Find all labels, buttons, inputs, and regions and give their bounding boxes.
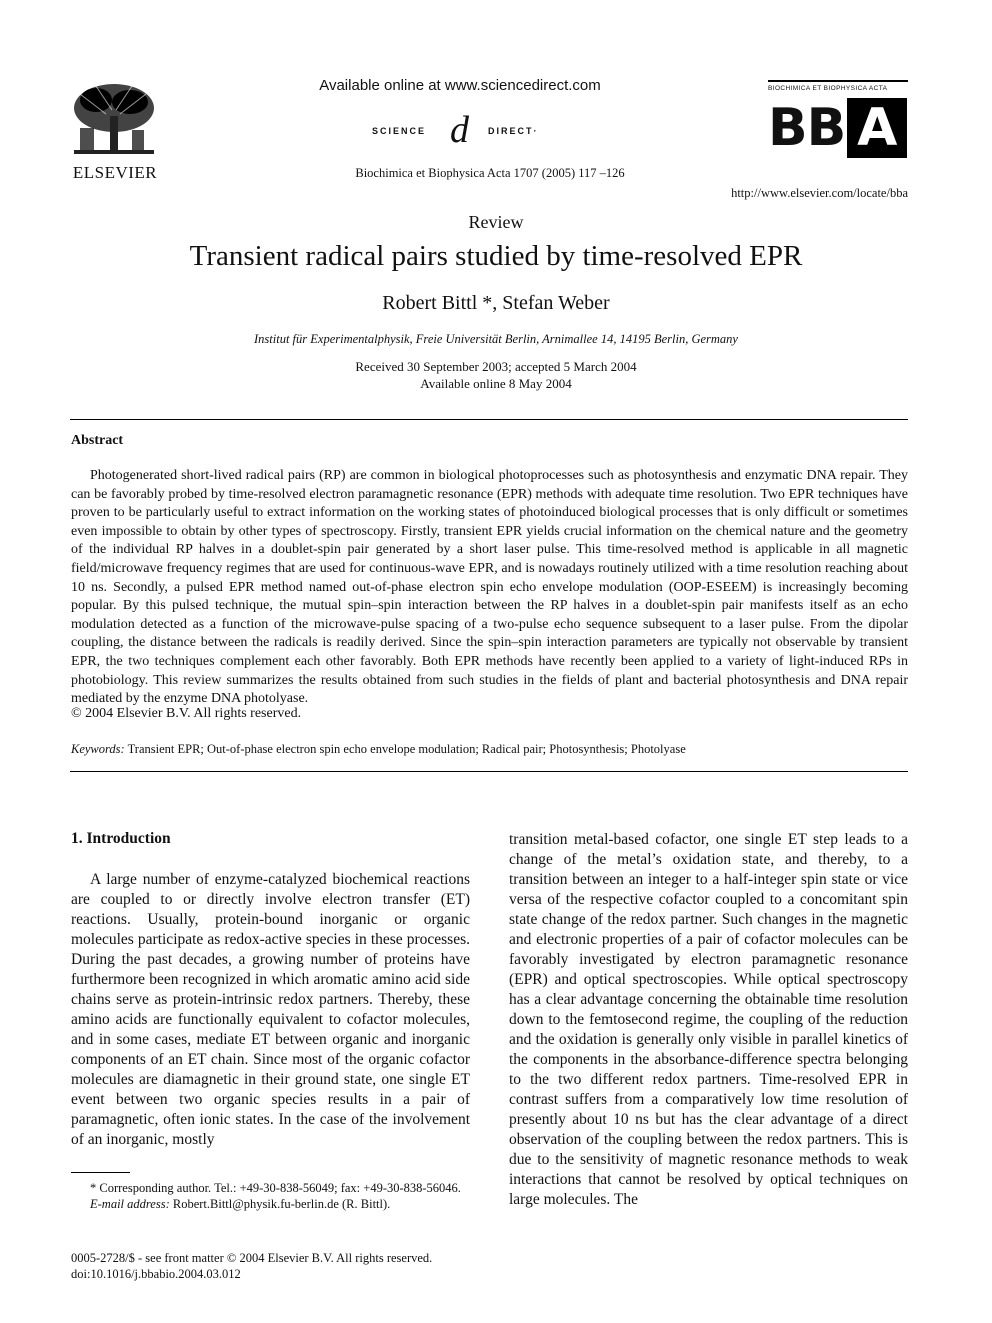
journal-reference: Biochimica et Biophysica Acta 1707 (2005) 117 –126 [355,166,625,180]
available-online-line: Available online at www.sciencedirect.com [319,77,601,94]
keywords-label: Keywords: [71,742,125,756]
footnote-email[interactable]: Robert.Bittl@physik.fu-berlin.de (R. Bittl). [172,1197,391,1211]
divider-top [70,419,908,420]
sciencedirect-logo [370,109,560,154]
keywords [71,742,686,757]
divider-bottom [70,771,908,772]
dates [0,358,992,392]
abstract-heading: Abstract [71,433,124,448]
footnote-email-label: E-mail address: [90,1197,170,1211]
footnote-corresponding: * Corresponding author. Tel.: +49-30-838-56049; fax: +49-30-838-56046. [90,1181,461,1195]
sd-logo-d: d [450,109,469,151]
elsevier-tree-icon [66,80,162,162]
authors: Robert Bittl *, Stefan Weber [382,292,610,314]
elsevier-logo [66,80,164,183]
body-column-left [71,870,470,1150]
bba-letters: BB [768,98,846,158]
bba-caption: BIOCHIMICA ET BIOPHYSICA ACTA [768,80,908,92]
sd-logo-right: DIRECT· [488,126,539,136]
body-column-right [509,830,908,1210]
sd-logo-left: SCIENCE [372,126,427,136]
intro-paragraph-right: transition metal-based cofactor, one single ET step leads to a change of the metal’s oxidation state, and thereby, to a transition between an integer to a half-integer spin state or vice versa of the respective cofactor coupled to a concomitant spin state change of the redox partner. Such changes in the magnetic and electronic properties of a pair of cofactor molecules can be favorably investigated by electron paramagnetic resonance (EPR) and optical spectroscopies. While optical spectroscopy has a clear advantage concerning the obtainable time resolution down to the femtosecond regime, the coupling of the reduction and the oxidation is generally only visible in parallel kinetics of the components in the absorbance-difference spectra belonging to the two different redox partners. Time-resolved EPR in contrast suffers from a comparatively low time resolution of presently about 10 ns but has the clear advantage of a direct observation of the coupling between the redox partners. This is due to the sensitivity of magnetic resonance methods to weak interactions that cannot be resolved by optical techniques on large molecules. The [509,831,908,1208]
available-date: Available online 8 May 2004 [420,376,572,391]
article-type: Review [468,212,524,232]
affiliation: Institut für Experimentalphysik, Freie Universität Berlin, Arnimallee 14, 14195 Berlin, Germany [254,332,738,346]
bba-letter-box: A [847,98,907,158]
article-title: Transient radical pairs studied by time-resolved EPR [189,240,803,272]
footnote-divider [71,1172,130,1173]
issn-block [71,1250,432,1282]
section-heading-introduction: 1. Introduction [71,830,171,847]
doi-line[interactable]: doi:10.1016/j.bbabio.2004.03.012 [71,1267,241,1281]
footnote [71,1180,470,1212]
issn-line: 0005-2728/$ - see front matter © 2004 Elsevier B.V. All rights reserved. [71,1251,433,1265]
abstract-text: Photogenerated short-lived radical pairs (RP) are common in biological photoprocesses such as photosynthesis and enzymatic DNA repair. They can be favorably probed by time-resolved electron paramagnetic resonance (EPR) methods with adequate time resolution. Two EPR techniques have proven to be particularly useful to extract information on the working states of photoinduced biological processes that is only difficult or sometimes even impossible to obtain by other types of spectroscopy. Firstly, transient EPR yields crucial information on the chemical nature and the geometry of the individual RP halves in a doublet-spin pair generated by a short laser pulse. This time-resolved method is applicable in all magnetic field/microwave frequency regimes that are used for continuous-wave EPR, and is nowadays routinely utilized with a time resolution reaching about 10 ns. Secondly, a pulsed EPR method named out-of-phase electron spin echo envelope modulation (OOP-ESEEM) is increasingly becoming popular. By this pulsed technique, the mutual spin–spin interaction between the RP halves in a doublet-spin pair manifests itself as an echo modulation detected as a function of the microwave-pulse spacing of a two-pulse echo sequence subsequent to a laser pulse. From the dipolar coupling, the distance between the radicals is readily derived. Since the spin–spin interaction parameters are typically not observable by transient EPR, the two techniques complement each other favorably. Both EPR methods have recently been applied to a variety of light-induced RPs in photobiology. This review summarizes the results obtained from such studies in the fields of plant and bacterial photosynthesis and DNA repair mediated by the enzyme DNA photolyase. [71,468,908,707]
abstract-body [71,467,908,709]
keywords-text: Transient EPR; Out-of-phase electron spin echo envelope modulation; Radical pair; Photosynthesis; Photolyase [127,742,686,756]
journal-url-link[interactable]: http://www.elsevier.com/locate/bba [731,186,908,200]
received-date: Received 30 September 2003; accepted 5 March 2004 [355,359,637,374]
abstract-copyright: © 2004 Elsevier B.V. All rights reserved. [71,706,302,721]
publisher-name: ELSEVIER [72,163,158,182]
intro-paragraph-left: A large number of enzyme-catalyzed biochemical reactions are coupled to or directly involve electron transfer (ET) reactions. Usually, protein-bound inorganic or organic molecules participate as redox-active species in these processes. During the past decades, a growing number of proteins have furthermore been recognized in which aromatic amino acid side chains serve as protein-intrinsic redox partners. Thereby, these amino acids are functionally equivalent to cofactor molecules, and in some cases, mediate ET between organic and inorganic components of an ET chain. Since most of the organic cofactor molecules are diamagnetic in their ground state, one single ET event between two organic species results in a pair of paramagnetic, often ionic states. In the case of the involvement of an inorganic, mostly [71,871,470,1148]
bba-journal-logo [768,80,908,158]
